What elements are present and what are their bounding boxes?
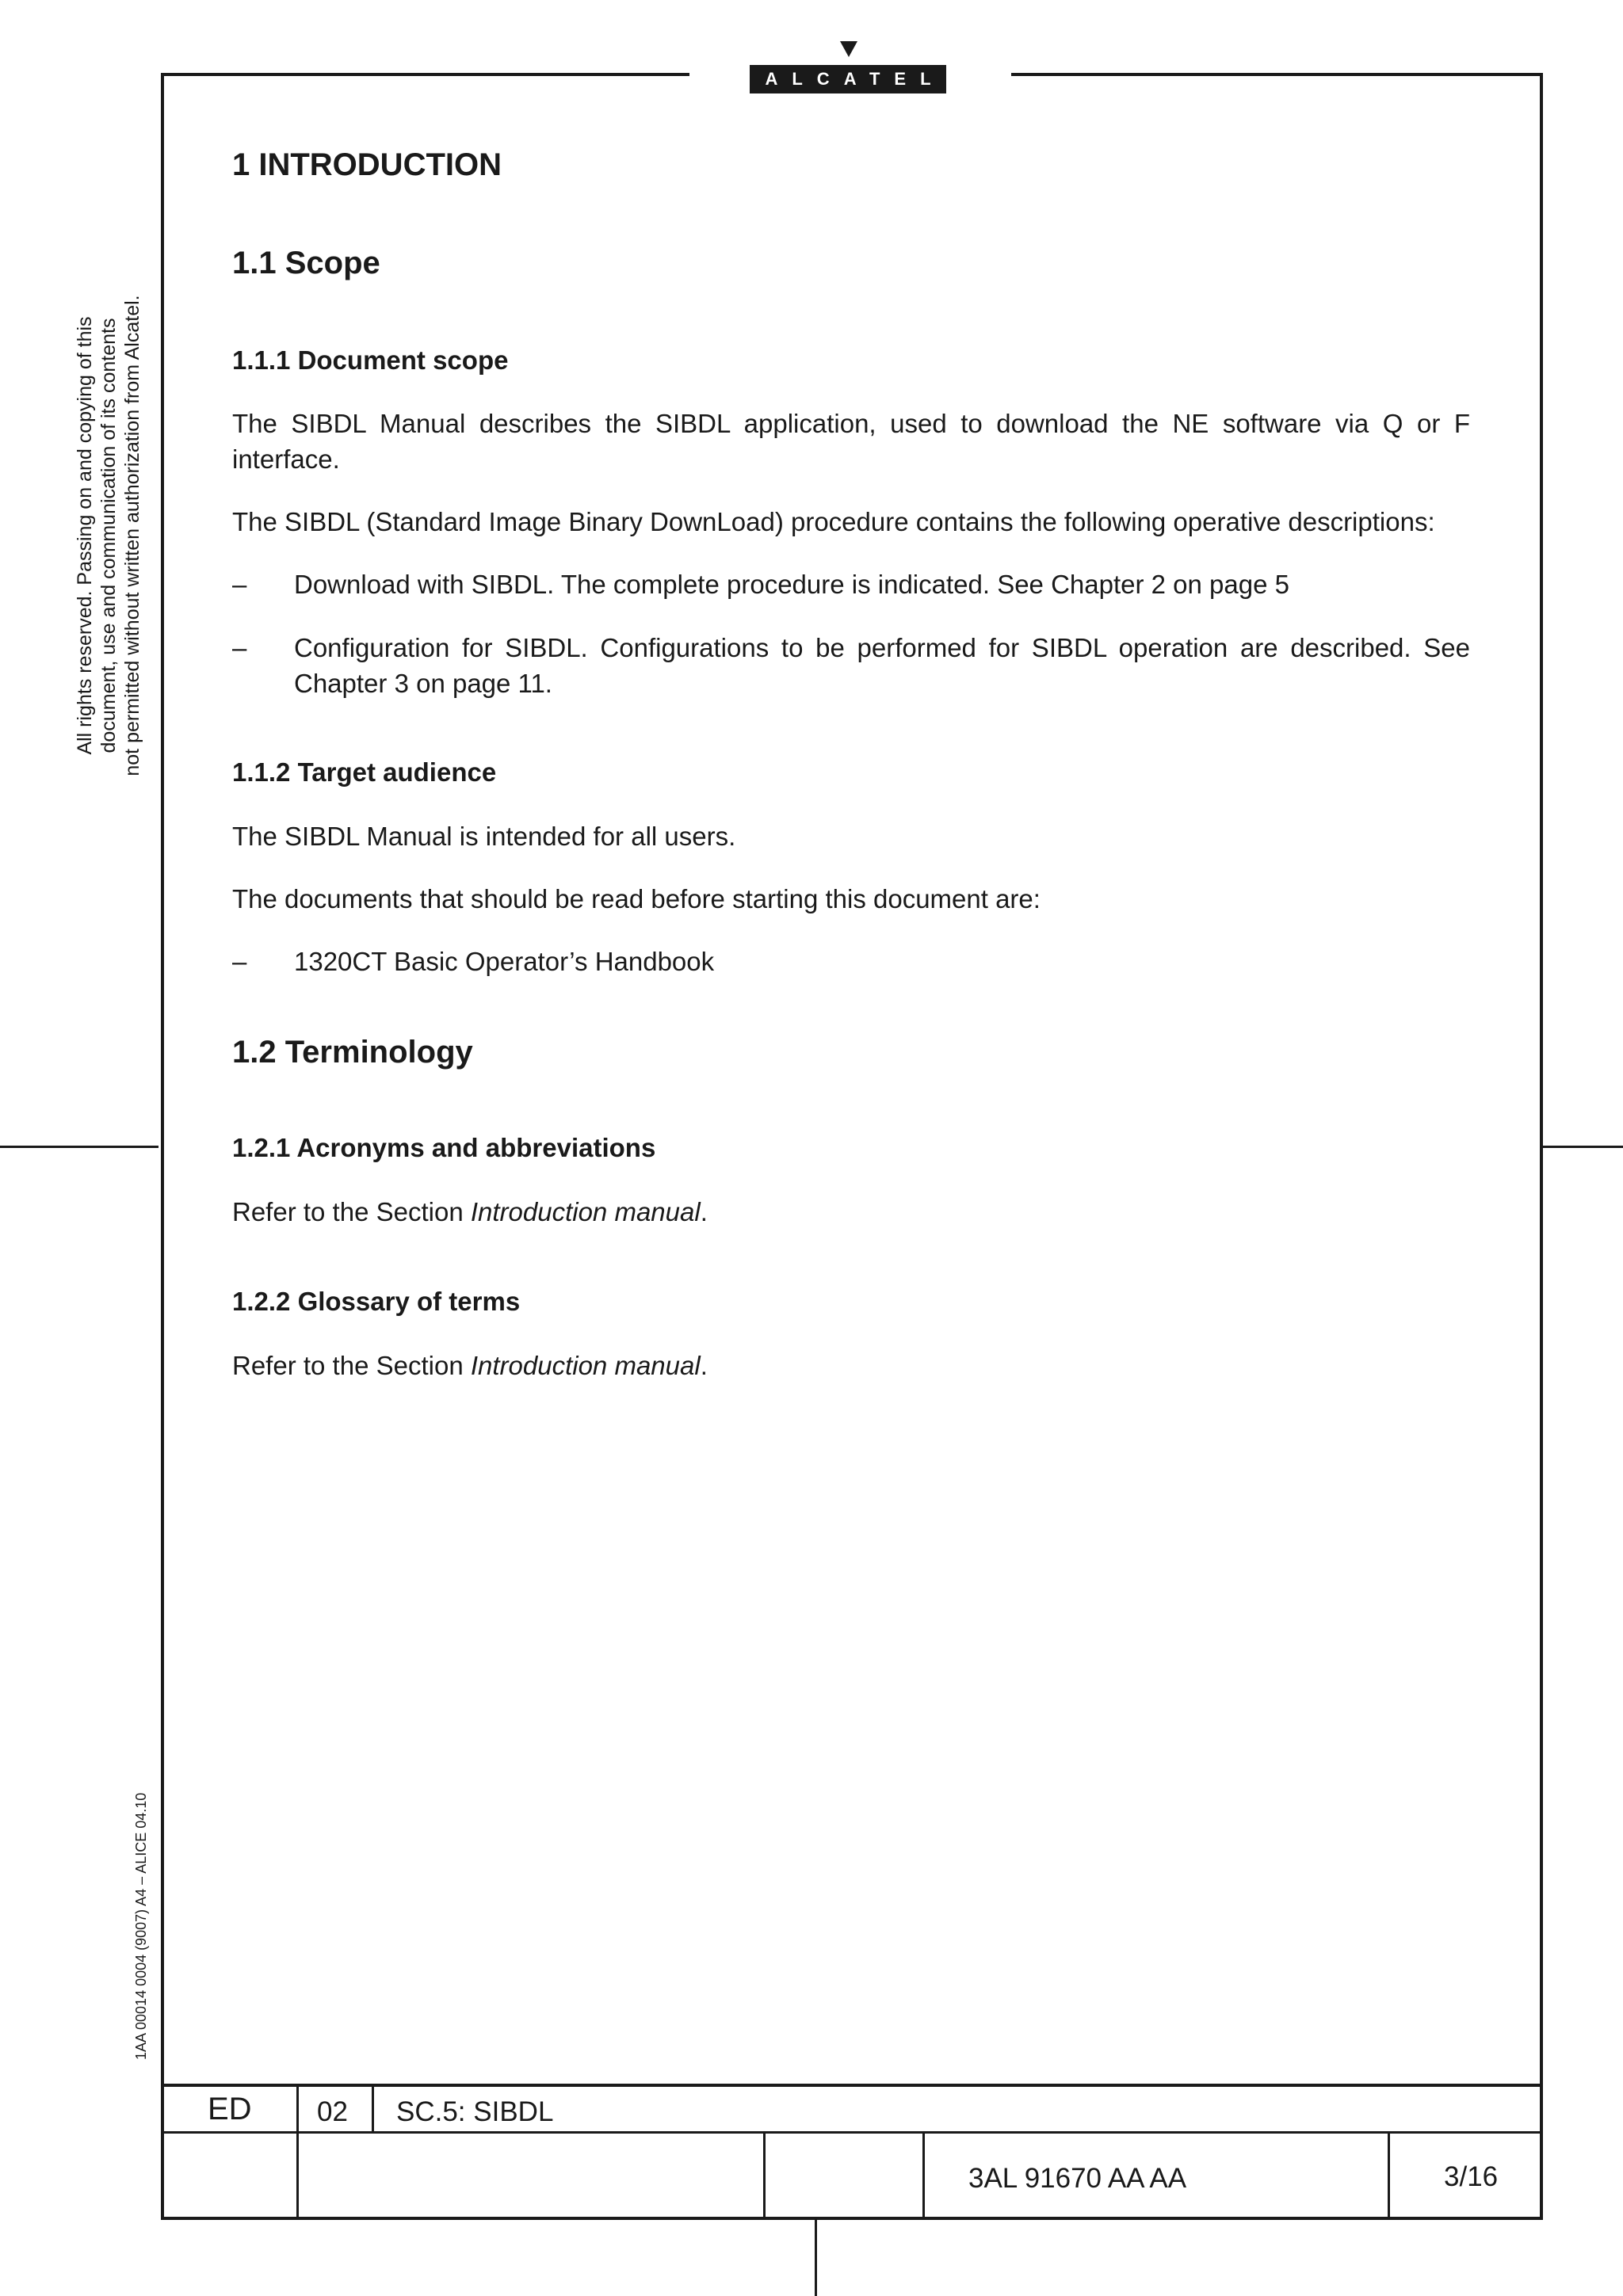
paragraph-procedure: The SIBDL (Standard Image Binary DownLoad) procedure contains the following operative descriptions:: [232, 507, 1435, 536]
heading-target-audience: 1.1.2 Target audience: [232, 757, 497, 787]
bullet-text: Configuration for SIBDL. Configurations to be performed for SIBDL operation are described. See Chapter 3 on page 11.: [294, 633, 1470, 698]
paragraph-read-before: The documents that should be read before starting this document are:: [232, 884, 1041, 913]
edition-value: 02: [317, 2096, 348, 2127]
page-number: 3/16: [1444, 2161, 1499, 2192]
footer-divider-2: [372, 2084, 374, 2133]
heading-terminology: 1.2 Terminology: [232, 1035, 473, 1070]
heading-acronyms: 1.2.1 Acronyms and abbreviations: [232, 1133, 656, 1162]
alcatel-logo: ALCATEL: [750, 65, 946, 93]
bullet-dash: –: [232, 947, 247, 976]
paragraph-acronyms: [232, 1194, 1470, 1230]
edition-label: ED: [208, 2092, 252, 2126]
section-title: SC.5: SIBDL: [396, 2096, 554, 2127]
heading-scope: 1.1 Scope: [232, 246, 380, 280]
footer-divider-4: [922, 2131, 925, 2220]
bullet-text: 1320CT Basic Operator’s Handbook: [294, 947, 715, 976]
footer-divider-3: [763, 2131, 766, 2220]
bottom-tick-mark: [815, 2220, 817, 2296]
footer-top-rule: [161, 2084, 1543, 2087]
paragraph-document-scope: The SIBDL Manual describes the SIBDL application, used to download the NE software via Q or F interface.: [232, 409, 1470, 474]
copyright-line-3: not permitted without written authorization from Alcatel.: [121, 295, 143, 776]
copyright-line-1: All rights reserved. Passing on and copying of this: [74, 316, 96, 755]
bullet-dash: –: [232, 570, 247, 599]
bullet-dash: –: [232, 633, 247, 662]
bullet-text: Download with SIBDL. The complete procedure is indicated. See Chapter 2 on page 5: [294, 570, 1289, 599]
footer-divider-5: [1388, 2131, 1390, 2220]
copyright-line-2: document, use and communication of its contents: [97, 318, 120, 753]
paragraph-glossary: [232, 1348, 1470, 1383]
left-tick-mark: [0, 1146, 158, 1148]
text-prefix: Refer to the Section: [232, 1197, 471, 1226]
text-suffix: .: [700, 1351, 708, 1380]
text-prefix: Refer to the Section: [232, 1351, 471, 1380]
link-introduction-manual: Introduction manual: [470, 1197, 701, 1226]
paragraph-audience: The SIBDL Manual is intended for all users.: [232, 822, 736, 851]
heading-glossary: 1.2.2 Glossary of terms: [232, 1287, 521, 1316]
heading-introduction: 1 INTRODUCTION: [232, 147, 502, 182]
form-code: 1AA 00014 0004 (9007) A4 – ALICE 04.10: [133, 1792, 149, 2060]
document-code: 3AL 91670 AA AA: [968, 2163, 1187, 2194]
copyright-notice: [73, 266, 144, 805]
link-introduction-manual: Introduction manual: [470, 1351, 701, 1380]
text-suffix: .: [700, 1197, 708, 1226]
logo-triangle-icon: [840, 41, 857, 57]
right-tick-mark: [1543, 1146, 1623, 1148]
footer-divider-1: [296, 2084, 299, 2220]
footer-mid-rule: [161, 2131, 1543, 2134]
heading-document-scope: 1.1.1 Document scope: [232, 345, 509, 375]
